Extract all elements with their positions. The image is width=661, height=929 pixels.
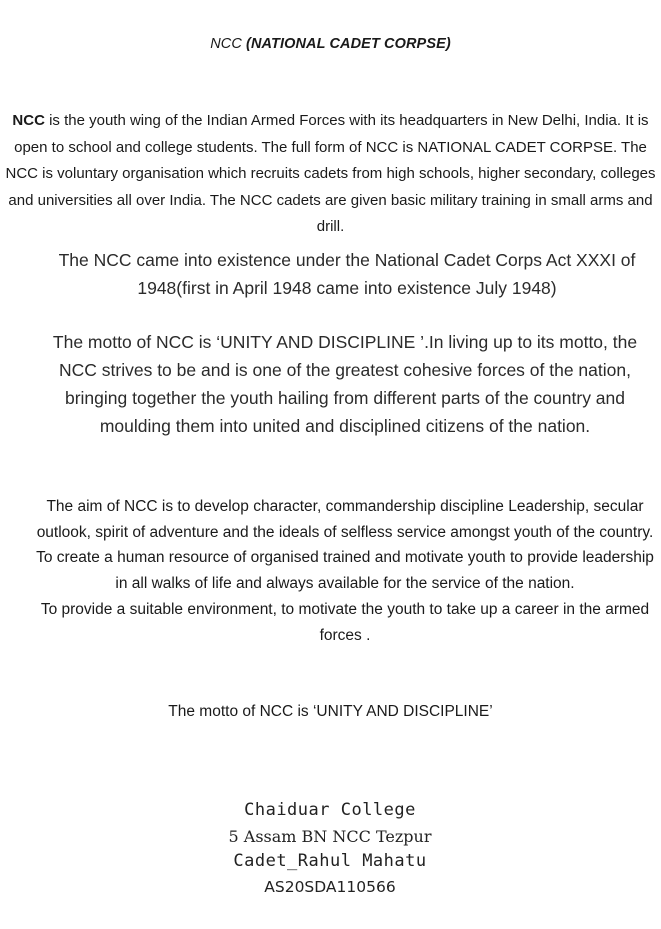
signature-unit: 5 Assam BN NCC Tezpur	[228, 826, 432, 846]
title-prefix: NCC	[210, 36, 247, 52]
history-paragraph: The NCC came into existence under the National Cadet Corps Act XXXI of 1948(first in April 1948 came into existence July 1948)	[58, 250, 636, 298]
intro-text: is the youth wing of the Indian Armed Forces with its headquarters in New Delhi, India. It is open to school and college students. The full form of NCC is NATIONAL CADET CORPSE. The NCC is voluntary organisation which recruits cadets from high schools, higher secondary, colleges and universities all over India. The NCC cadets are given basic military training in small arms and drill.	[5, 112, 656, 235]
intro-paragraph	[4, 108, 657, 241]
signature-block	[180, 798, 480, 900]
motto-paragraph: The motto of NCC is ‘UNITY AND DISCIPLINE ’.In living up to its motto, the NCC strives to be and is one of the greatest cohesive forces of the nation, bringing together the youth hailing from different parts of the country and moulding them into united and disciplined citizens of the nation.	[52, 332, 638, 436]
signature-cadet: Cadet_Rahul Mahatu	[233, 851, 427, 871]
page-title	[0, 36, 661, 52]
signature-college: Chaiduar College	[244, 800, 416, 820]
title-expansion: (NATIONAL CADET CORPSE)	[246, 36, 451, 52]
motto-line: The motto of NCC is ‘UNITY AND DISCIPLINE’	[168, 703, 493, 720]
signature-id: AS20SDA110566	[264, 877, 396, 896]
aim-environment-text: To provide a suitable environment, to motivate the youth to take up a career in the armed forces .	[40, 600, 650, 644]
aim-paragraph	[30, 494, 660, 648]
intro-lead: NCC	[12, 112, 45, 129]
aim-text: The aim of NCC is to develop character, commandership discipline Leadership, secular outlook, spirit of adventure and the ideals of selfless service amongst youth of the country. To create a human resource of organised trained and motivate youth to provide leadership in all walks of life and always available for the service of the nation.	[36, 498, 654, 593]
